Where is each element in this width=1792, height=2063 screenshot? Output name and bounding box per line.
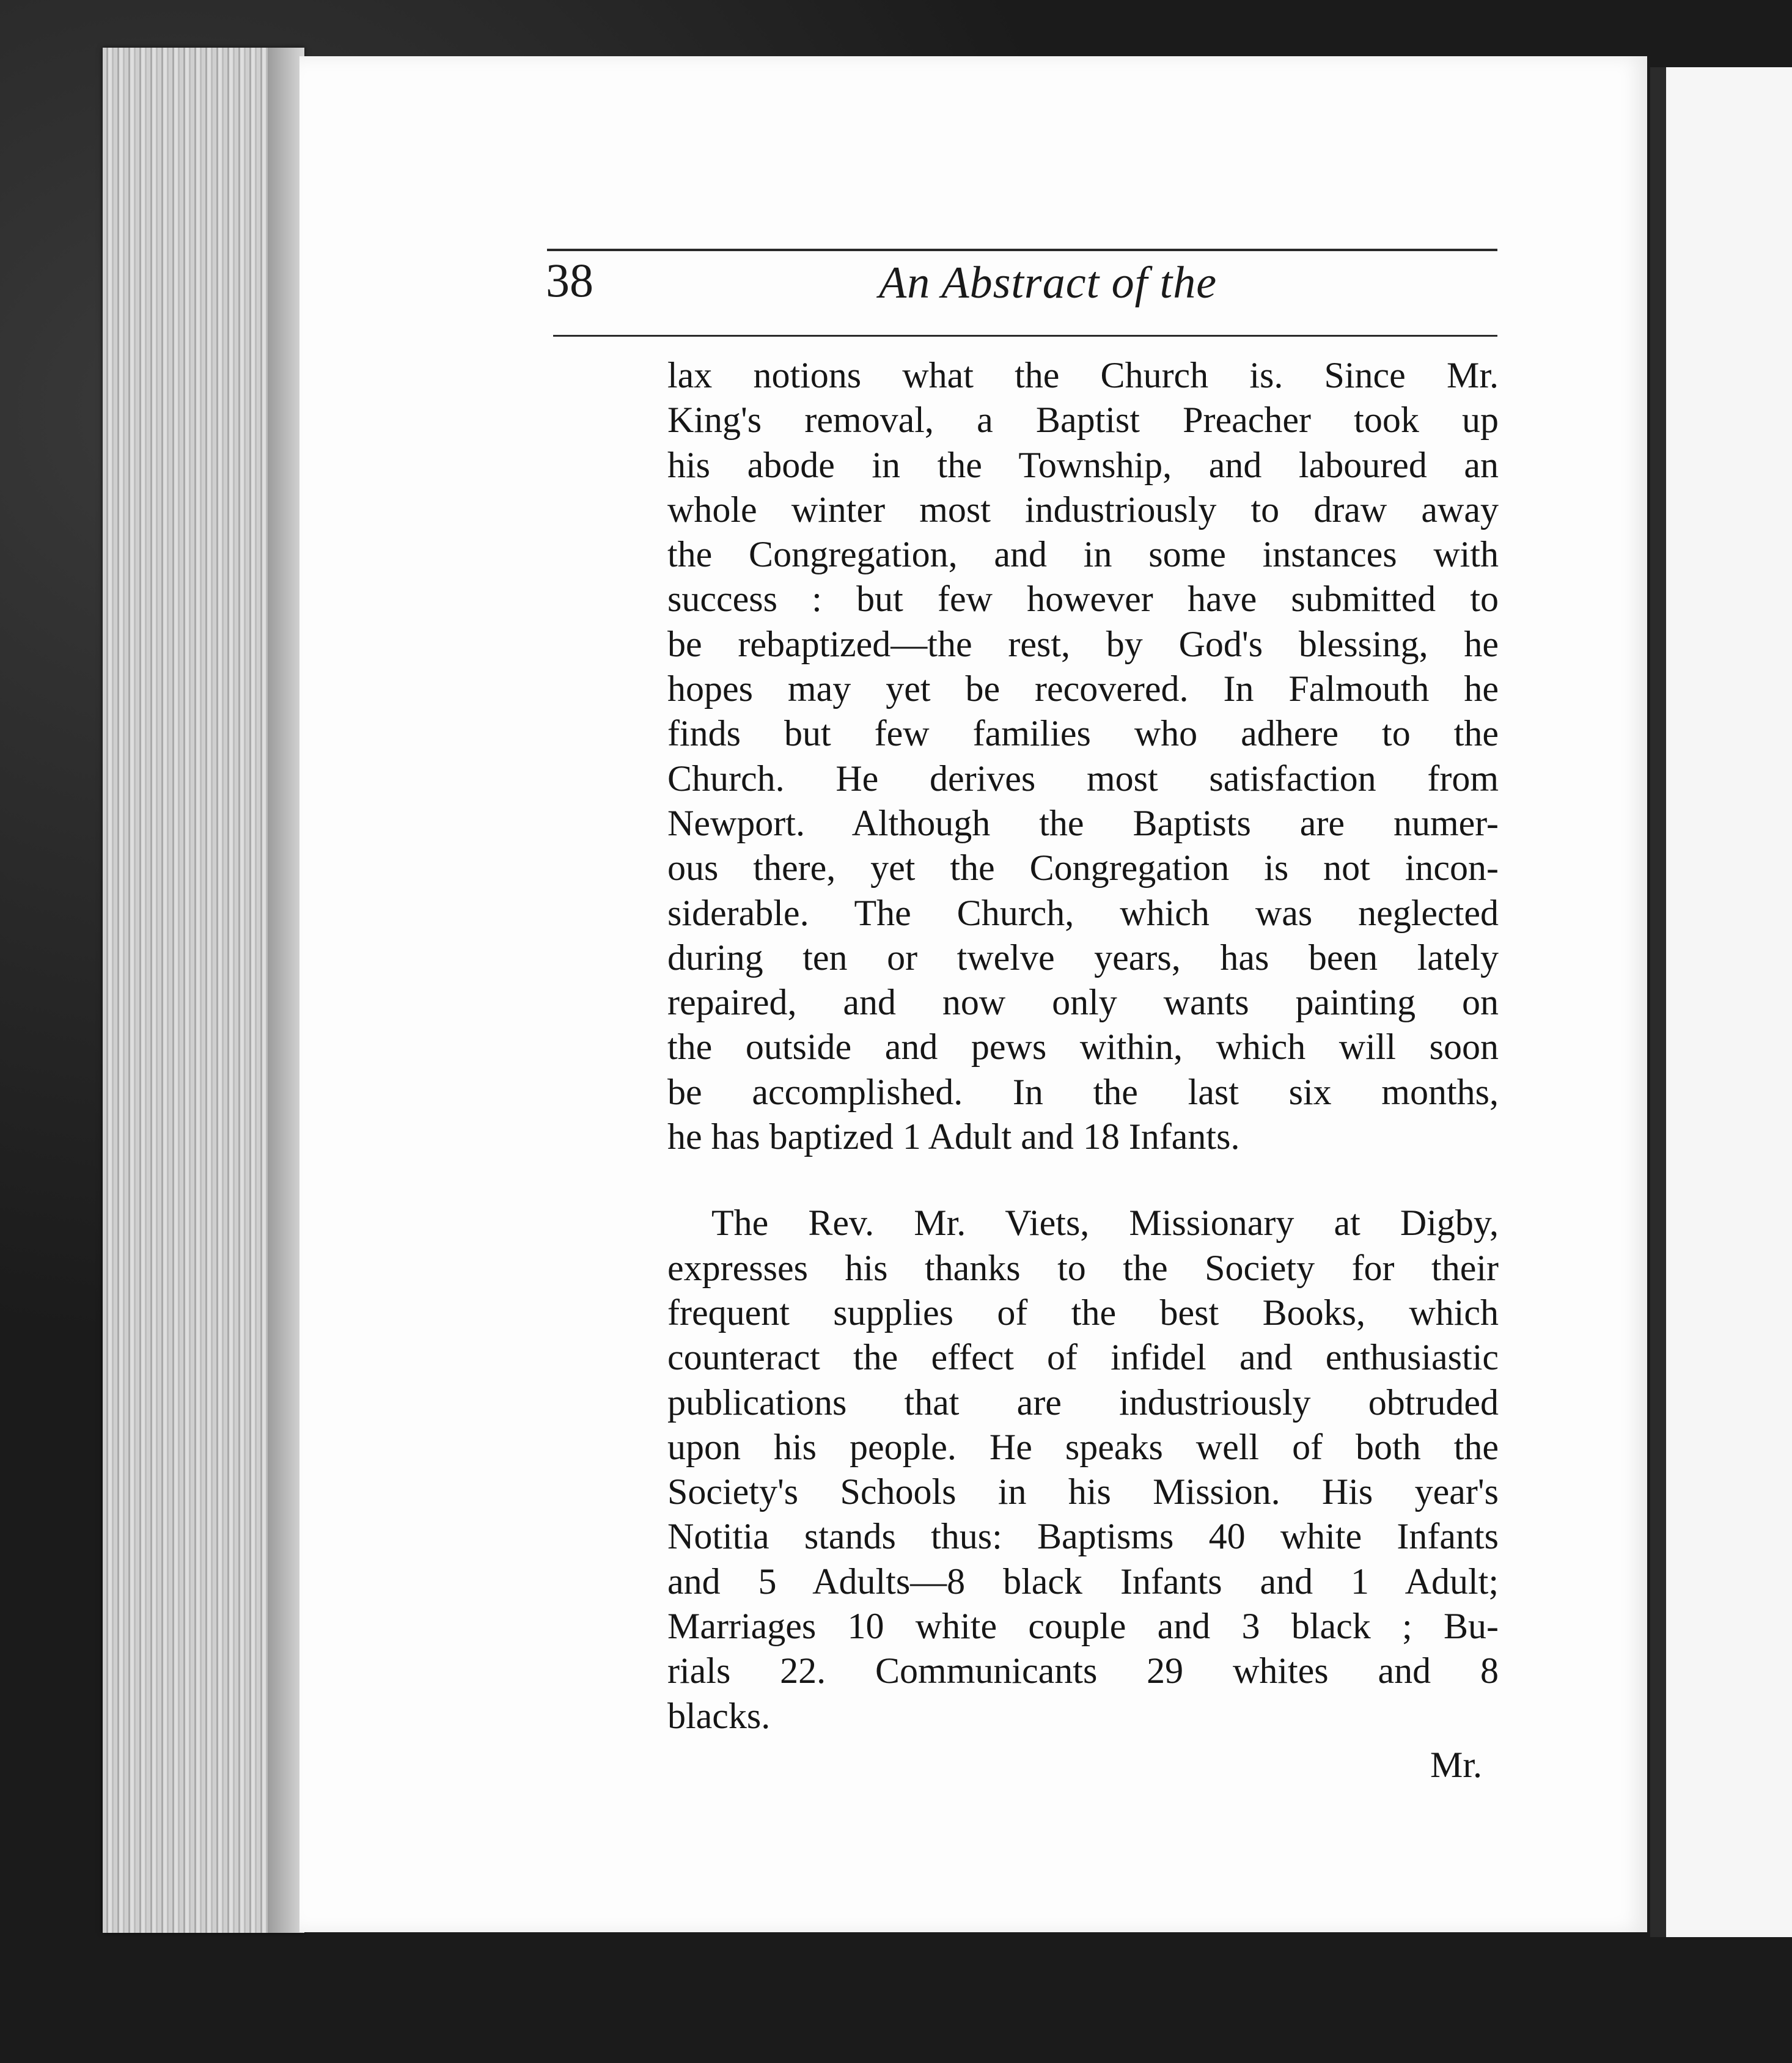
book-page-edges xyxy=(103,48,304,1933)
text-line: ous there, yet the Congregation is not incon- xyxy=(667,848,1499,889)
header-rule-bottom xyxy=(553,335,1497,337)
body-text xyxy=(667,353,1499,1739)
text-line: the Congregation, and in some instances with xyxy=(667,534,1499,575)
text-line: finds but few families who adhere to the xyxy=(667,713,1499,754)
catchword: Mr. xyxy=(1430,1745,1483,1785)
text-line: frequent supplies of the best Books, which xyxy=(667,1292,1499,1333)
running-title: An Abstract of the xyxy=(879,258,1217,308)
text-line: upon his people. He speaks well of both the xyxy=(667,1426,1499,1467)
text-line: lax notions what the Church is. Since Mr. xyxy=(667,355,1499,395)
text-line: siderable. The Church, which was neglected xyxy=(667,892,1499,933)
text-line: publications that are industriously obtruded xyxy=(667,1382,1499,1423)
text-line: the outside and pews within, which will soon xyxy=(667,1027,1499,1068)
text-line: be rebaptized—the rest, by God's blessing, he xyxy=(667,623,1499,664)
text-line: Notitia stands thus: Baptisms 40 white Infants xyxy=(667,1516,1499,1557)
page-number: 38 xyxy=(546,254,593,307)
header-rule-top xyxy=(547,249,1497,251)
text-line: expresses his thanks to the Society for their xyxy=(667,1247,1499,1288)
paragraph-2 xyxy=(667,1201,1499,1739)
text-line: success : but few however have submitted to xyxy=(667,579,1499,620)
text-line: King's removal, a Baptist Preacher took up xyxy=(667,400,1499,441)
text-line: during ten or twelve years, has been lately xyxy=(667,937,1499,978)
text-line: Marriages 10 white couple and 3 black ; Bu- xyxy=(667,1606,1499,1647)
text-line: repaired, and now only wants painting on xyxy=(667,982,1499,1023)
text-line: rials 22. Communicants 29 whites and 8 xyxy=(667,1651,1499,1691)
text-line: Church. He derives most satisfaction from xyxy=(667,758,1499,799)
text-line: counteract the effect of infidel and enthusiastic xyxy=(667,1337,1499,1378)
text-line: and 5 Adults—8 black Infants and 1 Adult; xyxy=(667,1561,1499,1602)
text-line: he has baptized 1 Adult and 18 Infants. xyxy=(667,1116,1240,1157)
paragraph-1 xyxy=(667,353,1499,1159)
facing-page-edge xyxy=(1650,67,1792,1937)
text-line: his abode in the Township, and laboured an xyxy=(667,444,1499,485)
text-line: hopes may yet be recovered. In Falmouth he xyxy=(667,669,1499,709)
text-line: Society's Schools in his Mission. His year's xyxy=(667,1471,1499,1512)
text-line: The Rev. Mr. Viets, Missionary at Digby, xyxy=(711,1203,1499,1244)
paragraph-gap xyxy=(667,1159,1499,1201)
text-line: be accomplished. In the last six months, xyxy=(667,1071,1499,1112)
text-line: Newport. Although the Baptists are numer- xyxy=(667,802,1499,843)
text-line: whole winter most industriously to draw away xyxy=(667,489,1499,530)
text-line: blacks. xyxy=(667,1695,771,1736)
